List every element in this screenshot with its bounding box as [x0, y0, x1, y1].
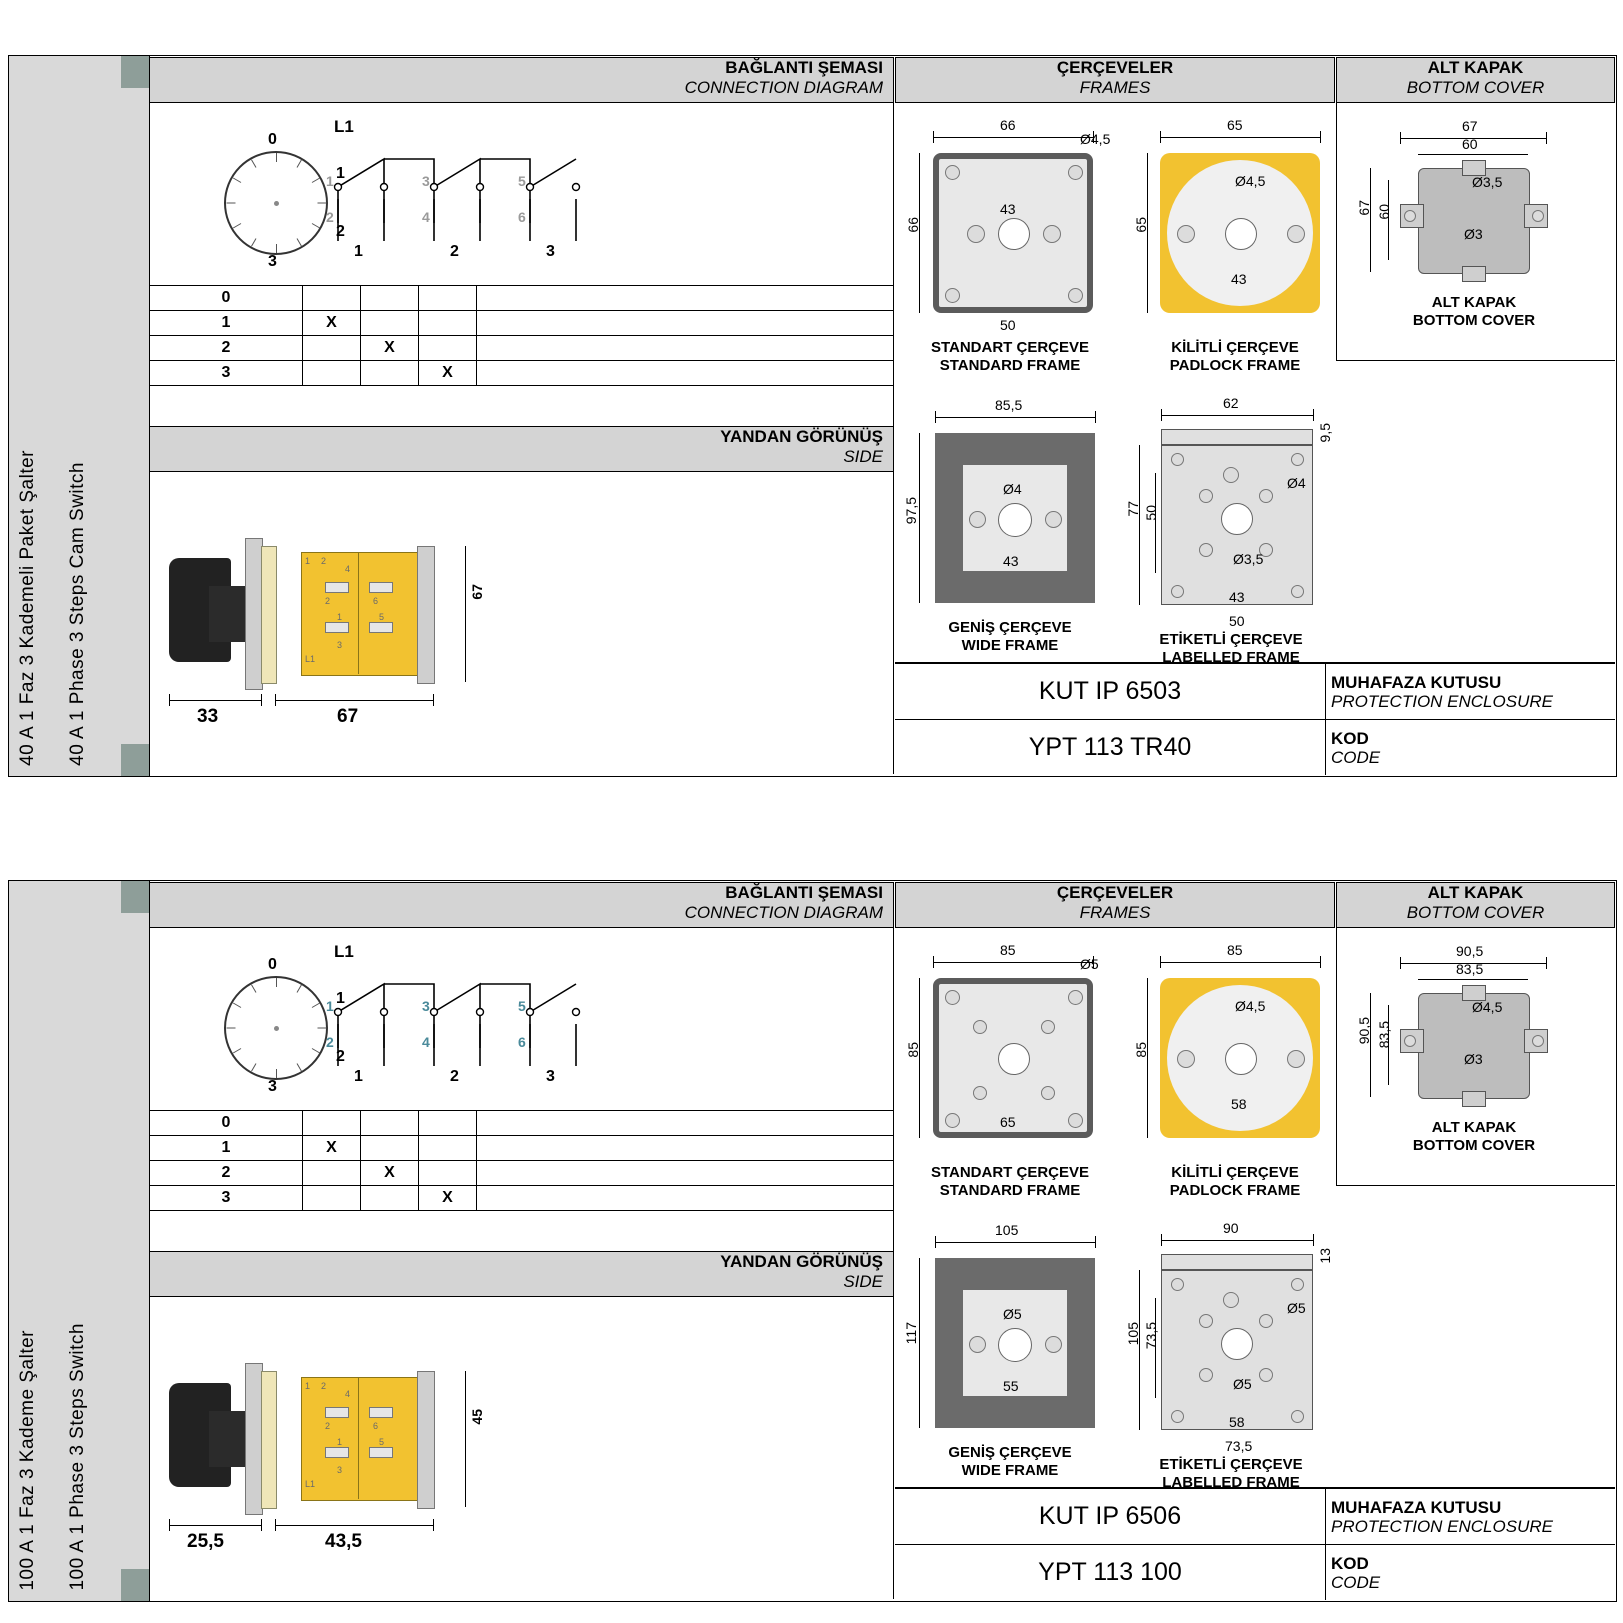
bc-dim-top-outer-2: 90,5 [1456, 943, 1484, 959]
std-dim-hole: Ø4,5 [1080, 131, 1111, 147]
table-row [150, 1186, 894, 1211]
side-dim-body: 67 [337, 706, 359, 727]
product-label-en-2: 100 A 1 Phase 3 Steps Switch [67, 1323, 88, 1591]
enclosure-label-en: PROTECTION ENCLOSURE [1331, 691, 1553, 711]
contact-group-2: 2 [450, 243, 459, 260]
contact-6: 6 [518, 209, 526, 225]
header-connection-tr-2: BAĞLANTI ŞEMASI [725, 883, 883, 902]
mark-cell [361, 1136, 419, 1161]
spine-tab-top [121, 56, 149, 88]
spare-cell [477, 311, 894, 336]
mark-cell [303, 336, 361, 361]
bc-dim-hole-b-2: Ø3 [1464, 1051, 1483, 1067]
contact-group-3-2: 3 [546, 1068, 555, 1085]
std-dim-inner: 43 [1000, 201, 1016, 217]
bc-caption-2 [1364, 1119, 1584, 1155]
product-code-row [895, 719, 1615, 775]
dial-pos-0: 0 [268, 131, 277, 148]
side-dim-height-2: 45 [469, 1409, 485, 1425]
product-label-tr-2: 100 A 1 Faz 3 Kademe Şalter [17, 1330, 38, 1591]
wide-caption-en-2: WIDE FRAME [961, 1462, 1059, 1479]
table-row [150, 1111, 894, 1136]
pad-caption-2 [1125, 1164, 1345, 1200]
mark-cell [419, 1136, 477, 1161]
lab-dim-hole-b-2: Ø5 [1233, 1376, 1252, 1392]
spine-column [121, 56, 150, 776]
mark-cell [361, 1186, 419, 1211]
bottom-cover-drawing [1344, 116, 1609, 356]
code-label-en: CODE [1331, 747, 1381, 767]
frame-standard [905, 113, 1115, 383]
std-caption-tr: STANDART ÇERÇEVE [930, 339, 1090, 356]
dial-pos-3-2: 3 [268, 1078, 277, 1095]
mark-cell [303, 286, 361, 311]
pad-dim-hole: Ø4,5 [1235, 173, 1266, 189]
bc-caption-tr-2: ALT KAPAK [1431, 1119, 1517, 1136]
header-frames [895, 57, 1335, 103]
header-bottom-cover-2 [1336, 882, 1615, 928]
step-cell: 1 [150, 311, 303, 336]
std-caption-2 [900, 1164, 1120, 1200]
header-frames-en-2: FRAMES [1079, 903, 1151, 922]
frame-padlock-2 [1135, 938, 1335, 1208]
bc-dim-hole-a-2: Ø4,5 [1472, 999, 1503, 1015]
enclosure-code-value-2: KUT IP 6506 [1038, 1502, 1182, 1530]
mark-cell: X [361, 336, 419, 361]
code-label-tr-2: KOD [1331, 1553, 1369, 1573]
header-frames-en: FRAMES [1079, 78, 1151, 97]
bc-dim-left-outer-2: 90,5 [1356, 1017, 1372, 1045]
contact-group-2-2: 2 [450, 1068, 459, 1085]
bc-caption-tr: ALT KAPAK [1431, 294, 1517, 311]
mark-cell [419, 286, 477, 311]
mark-cell: X [419, 1186, 477, 1211]
std-dim-bottom-2: 65 [1000, 1114, 1016, 1130]
header-side-view [149, 426, 894, 472]
pad-dim-bottom: 43 [1231, 271, 1247, 287]
mark-cell [419, 1111, 477, 1136]
pad-dim-bottom-2: 58 [1231, 1096, 1247, 1112]
connection-panel-2 [149, 928, 894, 1251]
lab-caption [1121, 631, 1341, 667]
wide-dim-left-2: 117 [903, 1322, 919, 1345]
frame-labelled-2 [1123, 1218, 1338, 1491]
lab-caption-tr-2: ETİKETLİ ÇERÇEVE [1159, 1456, 1303, 1473]
enclosure-code-value: KUT IP 6503 [1038, 677, 1182, 705]
lab-caption-tr: ETİKETLİ ÇERÇEVE [1159, 631, 1303, 648]
header-connection-diagram [149, 57, 894, 103]
spine-tab-bottom-2 [121, 1569, 149, 1601]
wide-caption [900, 619, 1120, 655]
dial-pos-2-2: 2 [336, 1048, 345, 1065]
dial-pos-1-2: 1 [336, 990, 345, 1007]
dial-center-dot [274, 201, 279, 206]
header-bottom-cover-en: BOTTOM COVER [1406, 78, 1545, 97]
step-cell: 0 [150, 286, 303, 311]
dial-pos-0-2: 0 [268, 956, 277, 973]
pad-dim-left: 65 [1133, 217, 1149, 233]
dial-pos-3: 3 [268, 253, 277, 270]
header-bottom-cover-tr-2: ALT KAPAK [1427, 883, 1524, 902]
wide-dim-top-2: 105 [995, 1222, 1019, 1238]
contact-5-2: 5 [518, 998, 526, 1014]
lab-dim-hole-a: Ø4 [1287, 475, 1306, 491]
header-bottom-cover [1336, 57, 1615, 103]
bc-dim-left-inner: 60 [1376, 204, 1392, 220]
enclosure-code-row-2 [895, 1488, 1615, 1544]
mark-cell [361, 311, 419, 336]
lab-dim-left-inner: 50 [1143, 505, 1159, 521]
header-side-view-2 [149, 1251, 894, 1297]
product-block-100a [8, 880, 1617, 1602]
lab-dim-left-outer: 77 [1125, 501, 1141, 517]
header-side-tr: YANDAN GÖRÜNÜŞ [720, 427, 883, 446]
side-view-panel-2 [149, 1297, 894, 1599]
std-dim-hole-2: Ø5 [1080, 956, 1099, 972]
mark-cell [419, 311, 477, 336]
pad-dim-hole-2: Ø4,5 [1235, 998, 1266, 1014]
mark-cell: X [303, 311, 361, 336]
bc-dim-hole-b: Ø3 [1464, 226, 1483, 242]
spare-cell [477, 361, 894, 386]
contact-4: 4 [422, 209, 430, 225]
side-view-drawing: 1 2 4 2 6 1 5 3 L1 67 33 67 [169, 522, 649, 702]
pad-caption-en: PADLOCK FRAME [1169, 357, 1301, 374]
phase-label-2: L1 [334, 942, 354, 961]
bc-caption [1364, 294, 1584, 330]
product-code-row-2 [895, 1544, 1615, 1600]
code-label-en-2: CODE [1331, 1572, 1381, 1592]
pad-dim-top: 65 [1227, 117, 1243, 133]
enclosure-label-tr: MUHAFAZA KUTUSU [1331, 672, 1502, 692]
side-dim-left: 33 [197, 706, 219, 727]
contact-group-1-2: 1 [354, 1068, 363, 1085]
step-cell: 3 [150, 361, 303, 386]
step-cell: 1 [150, 1136, 303, 1161]
bc-dim-top-outer: 67 [1462, 118, 1478, 134]
spare-cell [477, 1161, 894, 1186]
contact-group-3: 3 [546, 243, 555, 260]
frame-padlock [1135, 113, 1335, 383]
spare-cell [477, 1186, 894, 1211]
frame-labelled [1123, 393, 1338, 666]
std-caption-en-2: STANDARD FRAME [939, 1182, 1081, 1199]
header-frames-tr-2: ÇERÇEVELER [1056, 883, 1174, 902]
contact-2-2: 2 [326, 1034, 334, 1050]
header-connection-tr: BAĞLANTI ŞEMASI [725, 58, 883, 77]
lab-dim-right: 9,5 [1317, 423, 1333, 443]
lab-dim-bottom-a: 43 [1229, 589, 1245, 605]
wide-dim-left: 97,5 [903, 497, 919, 525]
std-dim-left-2: 85 [905, 1042, 921, 1058]
dial-center-dot-2 [274, 1026, 279, 1031]
header-side-en: SIDE [843, 447, 883, 466]
pad-caption-tr: KİLİTLİ ÇERÇEVE [1171, 339, 1299, 356]
phase-label: L1 [334, 117, 354, 136]
pad-dim-left-2: 85 [1133, 1042, 1149, 1058]
mark-cell: X [419, 361, 477, 386]
header-bottom-cover-tr: ALT KAPAK [1427, 58, 1524, 77]
product-label-en: 40 A 1 Phase 3 Steps Cam Switch [67, 462, 88, 766]
lab-dim-left-inner-2: 73,5 [1143, 1322, 1159, 1350]
lab-caption-en-2: LABELLED FRAME [1162, 1474, 1300, 1491]
wide-caption-2 [900, 1444, 1120, 1480]
step-cell: 2 [150, 1161, 303, 1186]
lab-dim-hole-a-2: Ø5 [1287, 1300, 1306, 1316]
contact-6-2: 6 [518, 1034, 526, 1050]
dial-pos-1: 1 [336, 165, 345, 182]
contact-1-2: 1 [326, 998, 334, 1014]
header-bottom-cover-en-2: BOTTOM COVER [1406, 903, 1545, 922]
product-label-column [9, 56, 122, 776]
lab-dim-top-2: 90 [1223, 1220, 1239, 1236]
header-connection-en: CONNECTION DIAGRAM [684, 78, 883, 97]
lab-dim-bottom-b: 50 [1229, 613, 1245, 629]
header-side-tr-2: YANDAN GÖRÜNÜŞ [720, 1252, 883, 1271]
bc-dim-top-inner: 60 [1462, 136, 1478, 152]
frame-wide-2 [905, 1218, 1115, 1488]
wide-dim-bottom-2: 55 [1003, 1378, 1019, 1394]
wide-caption-tr: GENİŞ ÇERÇEVE [948, 619, 1072, 636]
product-block-40a [8, 55, 1617, 777]
std-caption-tr-2: STANDART ÇERÇEVE [930, 1164, 1090, 1181]
pad-caption-tr-2: KİLİTLİ ÇERÇEVE [1171, 1164, 1299, 1181]
connection-panel [149, 103, 894, 426]
mark-cell [303, 1111, 361, 1136]
enclosure-label-en-2: PROTECTION ENCLOSURE [1331, 1516, 1553, 1536]
bc-dim-top-inner-2: 83,5 [1456, 961, 1484, 977]
pad-caption-en-2: PADLOCK FRAME [1169, 1182, 1301, 1199]
mark-cell: X [303, 1136, 361, 1161]
spine-tab-top-2 [121, 881, 149, 913]
wide-dim-top: 85,5 [995, 397, 1023, 413]
std-dim-top: 66 [1000, 117, 1016, 133]
step-cell: 0 [150, 1111, 303, 1136]
header-side-en-2: SIDE [843, 1272, 883, 1291]
std-dim-top-2: 85 [1000, 942, 1016, 958]
frame-standard-2 [905, 938, 1115, 1208]
bc-dim-left-inner-2: 83,5 [1376, 1021, 1392, 1049]
table-row [150, 311, 894, 336]
side-view-panel [149, 472, 894, 774]
switching-table [149, 285, 894, 386]
spare-cell [477, 286, 894, 311]
side-dim-left-2: 25,5 [187, 1531, 224, 1552]
table-row [150, 1136, 894, 1161]
wide-caption-en: WIDE FRAME [961, 637, 1059, 654]
table-row [150, 361, 894, 386]
contact-group-1: 1 [354, 243, 363, 260]
product-code-value: YPT 113 TR40 [1028, 733, 1192, 761]
side-dim-body-2: 43,5 [325, 1531, 362, 1552]
spare-cell [477, 1136, 894, 1161]
wide-dim-hole: Ø4 [1003, 481, 1022, 497]
product-code-label [1331, 720, 1380, 775]
bottom-cover-drawing-2 [1344, 941, 1609, 1181]
wide-caption-tr-2: GENİŞ ÇERÇEVE [948, 1444, 1072, 1461]
spare-cell [477, 1111, 894, 1136]
header-connection-diagram-2 [149, 882, 894, 928]
bc-caption-en-2: BOTTOM COVER [1412, 1137, 1536, 1154]
std-caption [900, 339, 1120, 375]
lab-caption-2 [1121, 1456, 1341, 1492]
contact-3: 3 [422, 173, 430, 189]
lab-dim-top: 62 [1223, 395, 1239, 411]
wide-dim-bottom: 43 [1003, 553, 1019, 569]
mark-cell [303, 1161, 361, 1186]
spine-tab-bottom [121, 744, 149, 776]
step-cell: 3 [150, 1186, 303, 1211]
contact-3-2: 3 [422, 998, 430, 1014]
spine-column-2 [121, 881, 150, 1601]
std-dim-left: 66 [905, 217, 921, 233]
switching-table-2 [149, 1110, 894, 1211]
product-label-tr: 40 A 1 Faz 3 Kademeli Paket Şalter [17, 450, 38, 766]
product-code-label-2 [1331, 1545, 1380, 1600]
enclosure-code-label [1331, 664, 1553, 719]
pad-caption [1125, 339, 1345, 375]
enclosure-code-row [895, 663, 1615, 719]
contact-1: 1 [326, 173, 334, 189]
frame-wide [905, 393, 1115, 663]
lab-dim-hole-b: Ø3,5 [1233, 551, 1264, 567]
lab-dim-right-2: 13 [1317, 1248, 1333, 1264]
side-view-drawing-2: 1 2 4 2 6 1 5 3 L1 45 25,5 43,5 [169, 1347, 649, 1527]
mark-cell [361, 1111, 419, 1136]
std-dim-bottom: 50 [1000, 317, 1016, 333]
lab-dim-bottom-a-2: 58 [1229, 1414, 1245, 1430]
dial-pos-2: 2 [336, 223, 345, 240]
lab-caption-en: LABELLED FRAME [1162, 649, 1300, 666]
contact-schematic [324, 113, 654, 283]
contact-schematic-2 [324, 938, 654, 1108]
mark-cell [419, 1161, 477, 1186]
mark-cell [303, 361, 361, 386]
table-row [150, 336, 894, 361]
enclosure-code-label-2 [1331, 1489, 1553, 1544]
contact-2: 2 [326, 209, 334, 225]
bc-dim-left-outer: 67 [1356, 200, 1372, 216]
std-caption-en: STANDARD FRAME [939, 357, 1081, 374]
lab-dim-bottom-b-2: 73,5 [1225, 1438, 1253, 1454]
bc-caption-en: BOTTOM COVER [1412, 312, 1536, 329]
spare-cell [477, 336, 894, 361]
side-dim-height: 67 [469, 584, 485, 600]
wide-dim-hole-2: Ø5 [1003, 1306, 1022, 1322]
code-label-tr: KOD [1331, 728, 1369, 748]
mark-cell [303, 1186, 361, 1211]
product-code-value-2: YPT 113 100 [1038, 1558, 1182, 1586]
contact-4-2: 4 [422, 1034, 430, 1050]
step-cell: 2 [150, 336, 303, 361]
lab-dim-left-outer-2: 105 [1125, 1322, 1141, 1346]
mark-cell: X [361, 1161, 419, 1186]
header-frames-2 [895, 882, 1335, 928]
bc-dim-hole-a: Ø3,5 [1472, 174, 1503, 190]
contact-5: 5 [518, 173, 526, 189]
header-connection-en-2: CONNECTION DIAGRAM [684, 903, 883, 922]
mark-cell [361, 286, 419, 311]
mark-cell [361, 361, 419, 386]
product-label-column-2 [9, 881, 122, 1601]
header-frames-tr: ÇERÇEVELER [1056, 58, 1174, 77]
table-row [150, 286, 894, 311]
mark-cell [419, 336, 477, 361]
enclosure-label-tr-2: MUHAFAZA KUTUSU [1331, 1497, 1502, 1517]
pad-dim-top-2: 85 [1227, 942, 1243, 958]
table-row [150, 1161, 894, 1186]
